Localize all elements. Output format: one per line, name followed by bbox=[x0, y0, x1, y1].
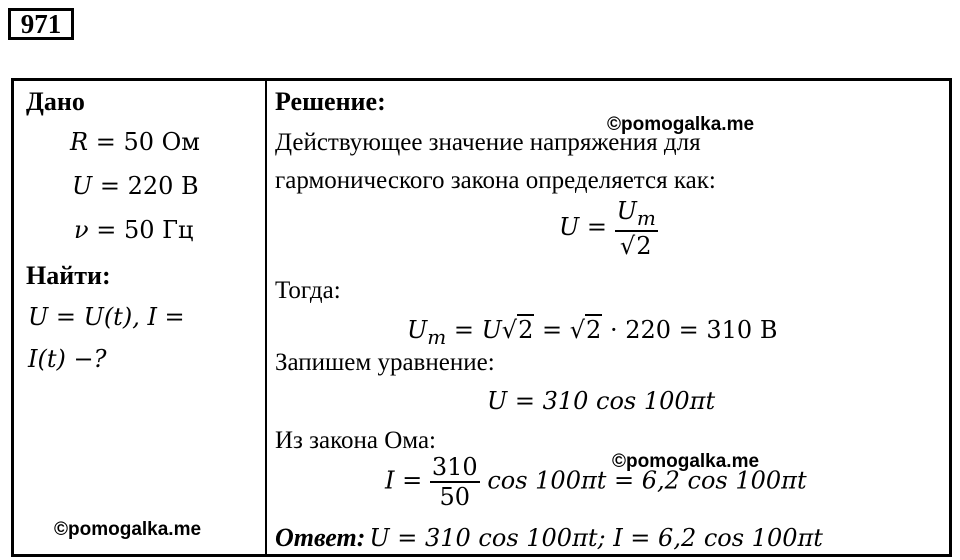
write-equation-label: Запишем уравнение: bbox=[275, 349, 495, 376]
watermark: ©pomogalka.me bbox=[607, 114, 755, 135]
then-label: Тогда: bbox=[275, 277, 341, 304]
solution-column bbox=[267, 81, 949, 554]
find-heading: Найти: bbox=[26, 261, 111, 290]
given-heading: Дано bbox=[26, 87, 85, 116]
find-line-1: U = U(t), I = bbox=[28, 303, 185, 331]
formula-effective-voltage: U = $\frac{U_m}{√2}$ bbox=[559, 197, 656, 260]
given-column bbox=[14, 81, 265, 554]
answer-line bbox=[275, 523, 823, 553]
solution-table bbox=[11, 78, 952, 557]
given-voltage: U = 220 В bbox=[72, 172, 199, 200]
solution-line-1: Действующее значение напряжения для bbox=[275, 129, 701, 156]
formula-voltage-equation: U = 310 cos 100πt bbox=[487, 387, 716, 415]
ohm-law-label: Из закона Ома: bbox=[275, 427, 436, 454]
formula-current: I = $\frac{310}{50}$ cos 100πt = 6,2 cos 100πt bbox=[385, 453, 807, 511]
answer-label: Ответ: bbox=[275, 523, 366, 552]
solution-heading: Решение: bbox=[275, 87, 386, 116]
watermark: ©pomogalka.me bbox=[612, 451, 760, 472]
formula-amplitude: $U_m = U√2 = √2 \cdot 220 = 310$ В bbox=[407, 316, 778, 349]
given-frequency: ν = 50 Гц bbox=[74, 216, 194, 244]
watermark: ©pomogalka.me bbox=[54, 519, 202, 540]
answer-text: U = 310 cos 100πt; I = 6,2 cos 100πt bbox=[369, 524, 823, 552]
problem-number: 971 bbox=[8, 8, 74, 40]
given-resistance: R = 50 Ом bbox=[70, 128, 200, 156]
find-line-2: I(t) −? bbox=[28, 345, 107, 373]
solution-line-2: гармонического закона определяется как: bbox=[275, 167, 716, 194]
